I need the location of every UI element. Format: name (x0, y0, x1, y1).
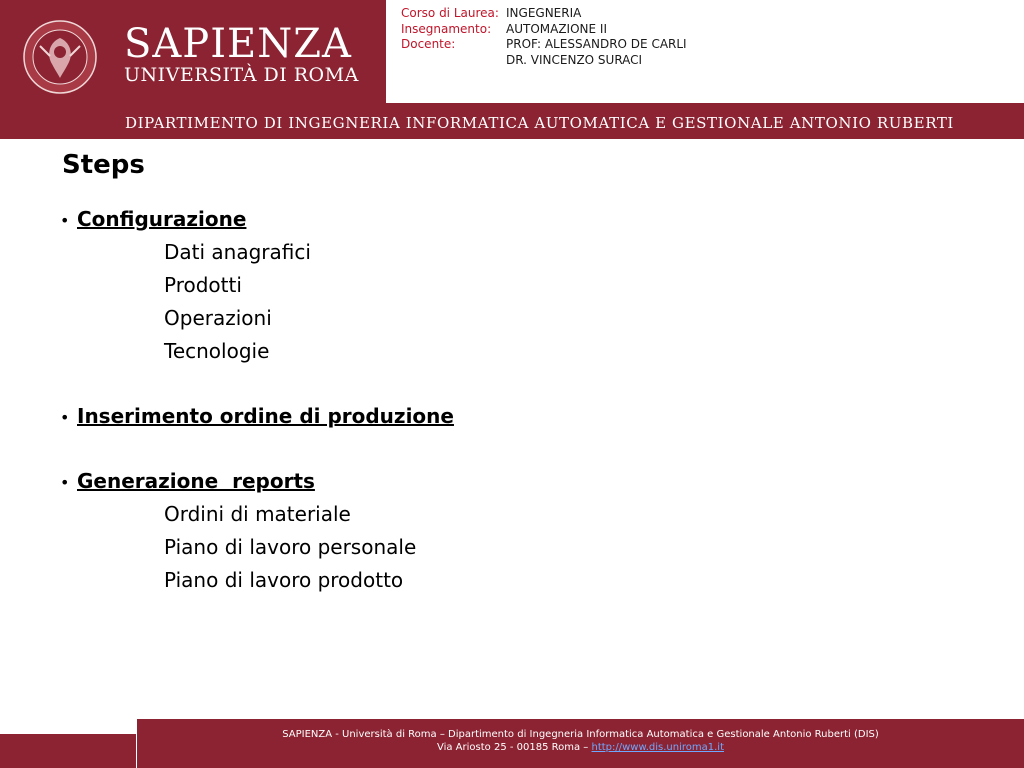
sapienza-seal-icon (22, 12, 98, 98)
list-item: Piano di lavoro prodotto (164, 568, 404, 592)
university-subtitle: UNIVERSITÀ DI ROMA (124, 64, 359, 86)
course-label: Corso di Laurea: (401, 6, 499, 20)
section-heading-text: Generazione reports (77, 469, 315, 493)
footer-address-line: SAPIENZA - Università di Roma – Dipartimento di Ingegneria Informatica Automatica e Gestionale Antonio Ruberti (DIS) (282, 729, 879, 740)
list-item: Prodotti (164, 273, 242, 297)
spacer (60, 368, 454, 400)
list-item: Dati anagrafici (164, 240, 311, 264)
department-website-link[interactable]: http://www.dis.uniroma1.it (591, 742, 725, 753)
footer (137, 719, 1024, 768)
subject-row (401, 22, 687, 38)
section-heading (60, 465, 454, 498)
footer-contact-line (137, 742, 1024, 753)
bullet: • (60, 408, 70, 427)
course-row (401, 6, 687, 22)
footer-accent (0, 734, 136, 768)
section-heading (60, 203, 454, 236)
bullet: • (60, 473, 70, 492)
teacher-value: PROF: ALESSANDRO DE CARLI (506, 37, 687, 51)
department-name: DIPARTIMENTO DI INGEGNERIA INFORMATICA AUTOMATICA E GESTIONALE ANTONIO RUBERTI (125, 114, 954, 132)
slide-title: Steps (62, 150, 145, 180)
spacer (60, 433, 454, 465)
list-item: Tecnologie (164, 339, 270, 363)
subject-value: AUTOMAZIONE II (506, 21, 607, 36)
bullet: • (60, 211, 70, 230)
list-item: Operazioni (164, 306, 272, 330)
department-banner (0, 103, 1024, 139)
co-teacher-row (401, 53, 687, 69)
section-heading (60, 400, 454, 433)
university-name: SAPIENZA (124, 21, 352, 67)
list-item: Ordini di materiale (164, 502, 351, 526)
course-info (401, 6, 687, 68)
co-teacher-value: DR. VINCENZO SURACI (506, 52, 643, 67)
subject-label: Insegnamento: (401, 21, 492, 36)
teacher-label: Docente: (401, 37, 456, 51)
section-heading-text: Inserimento ordine di produzione (77, 404, 454, 428)
section-heading-text: Configurazione (77, 207, 247, 231)
teacher-row (401, 37, 687, 53)
list-item: Piano di lavoro personale (164, 535, 417, 559)
co-teacher-label (401, 53, 506, 69)
footer-street: Via Ariosto 25 - 00185 Roma – (436, 742, 592, 753)
course-value: INGEGNERIA (506, 6, 582, 20)
slide-content (60, 203, 454, 597)
sapienza-logo (0, 0, 386, 103)
